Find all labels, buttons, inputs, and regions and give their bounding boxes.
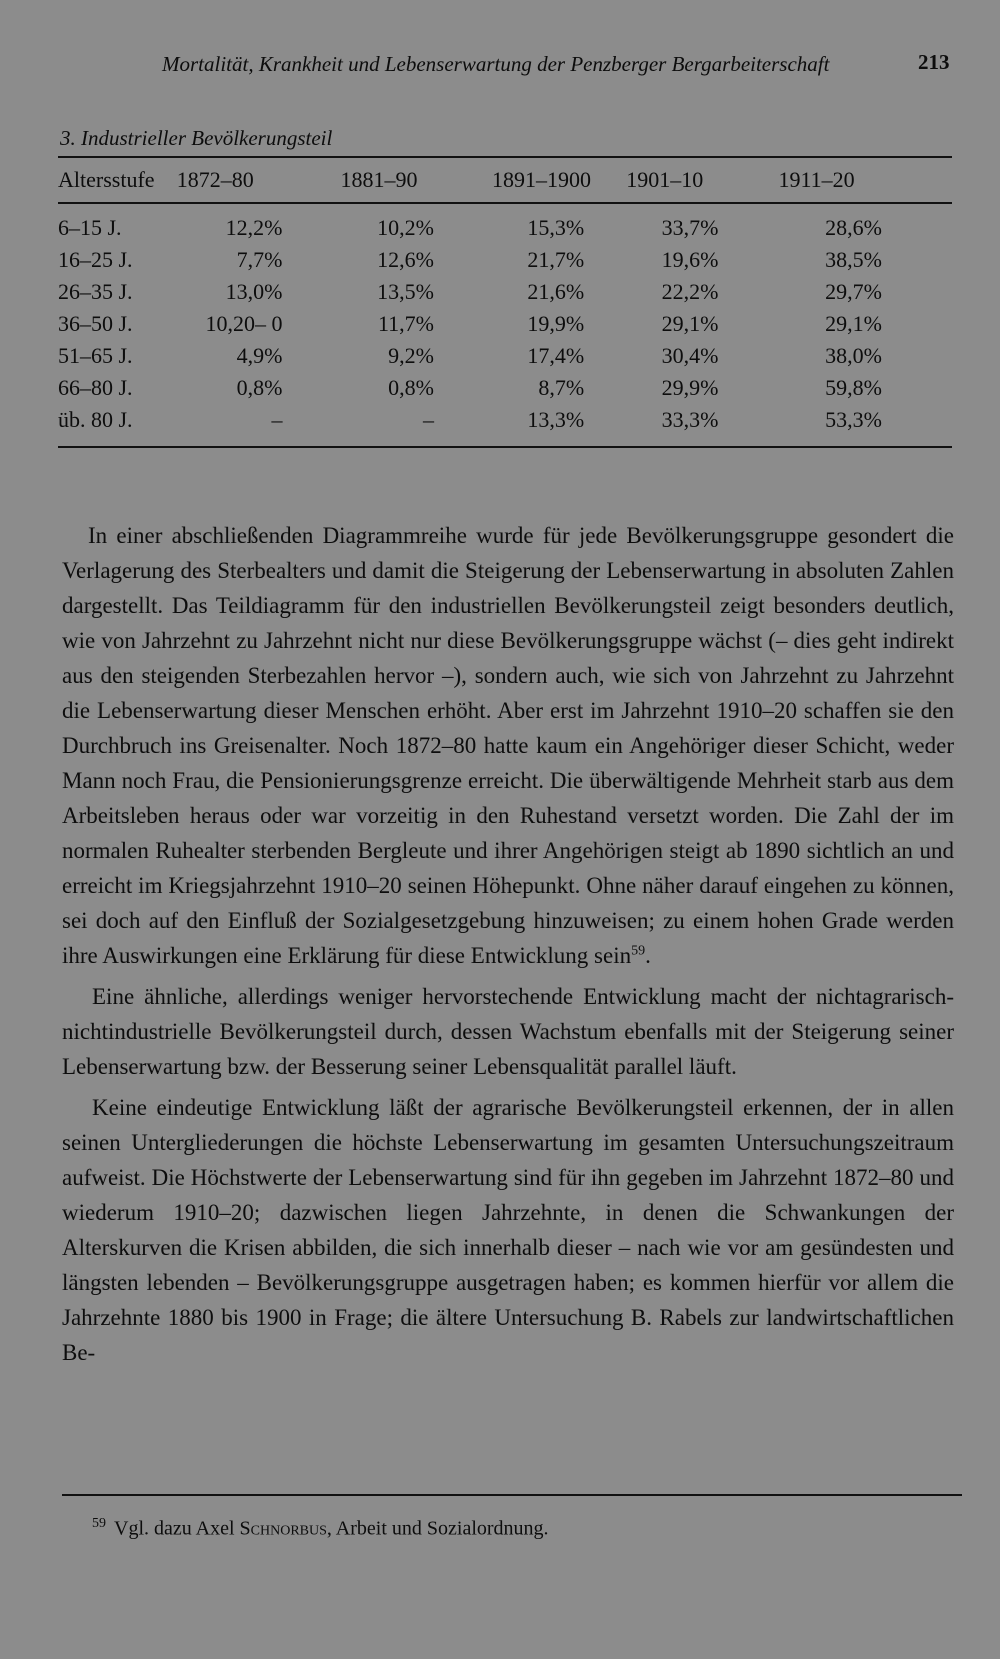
mortality-table-section [58, 126, 952, 448]
value-cell: 12,6% [377, 247, 434, 272]
value-cell: 38,5% [825, 247, 882, 272]
age-group-cell: 66–80 J. [58, 375, 133, 400]
value-cell: 30,4% [661, 343, 719, 368]
table-row [58, 203, 952, 244]
footnote-text-before: Vgl. dazu Axel [114, 1517, 240, 1540]
footnote-number: 59 [92, 1516, 106, 1531]
value-cell: 13,5% [377, 279, 434, 304]
age-group-cell: 26–35 J. [58, 279, 133, 304]
age-group-cell: 51–65 J. [58, 343, 133, 368]
running-title: Mortalität, Krankheit und Lebenserwartung der Penzberger Bergarbeiterschaft [162, 52, 830, 76]
value-cell: 11,7% [377, 311, 434, 336]
column-header: Altersstufe [58, 158, 177, 203]
value-cell: 10,2% [377, 215, 434, 240]
value-cell: 21,7% [527, 247, 585, 272]
value-cell: 33,7% [661, 215, 719, 240]
paragraph: Eine ähnliche, allerdings weniger hervorstechende Entwicklung macht der nichtagrarisch-nichtindustrielle Bevölkerungsteil durch, dessen Wachstum ebenfalls mit der Steigerung seiner Lebenserwartung bzw. der Besserung seiner Lebensqualität parallel läuft. [62, 984, 954, 1079]
value-cell: – [340, 404, 492, 447]
value-cell: 15,3% [527, 215, 585, 240]
paragraph: Keine eindeutige Entwicklung läßt der agrarische Bevölkerungsteil erkennen, der in allen seinen Untergliederungen die höchste Lebenserwartung im gesamten Untersuchungszeitraum aufweist. Die Höchstwerte der Lebenserwartung sind für ihn gegeben im Jahrzehnt 1872–80 und wiederum 1910–20; dazwischen liegen Jahrzehnte, in denen die Schwankungen der Alterskurven die Krisen abbilden, die sich innerhalb dieser – nach wie vor am gesündesten und längsten lebenden – Bevölkerungsgruppe ausgetragen haben; es kommen hierfür vor allem die Jahrzehnte 1880 bis 1900 in Frage; die ältere Untersuchung B. Rabels zur landwirtschaftlichen Be- [62, 1095, 954, 1365]
footnote-author: Schnorbus [239, 1517, 327, 1540]
footnote-rule [62, 1494, 962, 1496]
value-cell: 33,3% [626, 404, 778, 447]
value-cell: 29,7% [825, 279, 882, 304]
table-row [58, 372, 952, 404]
value-cell: 7,7% [236, 247, 283, 272]
value-cell: 29,1% [825, 311, 882, 336]
value-cell: 19,9% [527, 311, 585, 336]
value-cell: 0,8% [388, 375, 434, 400]
value-cell: 21,6% [527, 279, 585, 304]
value-cell: 29,9% [661, 375, 719, 400]
value-cell: 13,0% [225, 279, 283, 304]
value-cell: 17,4% [527, 343, 585, 368]
table-caption: 3. Industrieller Bevölkerungsteil [60, 126, 333, 150]
value-cell: 12,2% [225, 215, 283, 240]
column-header: 1901–10 [626, 158, 778, 203]
value-cell: 13,3% [492, 404, 626, 447]
value-cell: 8,7% [538, 375, 585, 400]
age-group-cell: 36–50 J. [58, 311, 133, 336]
table-row [58, 244, 952, 276]
column-header: 1911–20 [778, 158, 952, 203]
column-header: 1891–1900 [492, 158, 626, 203]
age-group-cell: 16–25 J. [58, 247, 133, 272]
footnote-text-after: , Arbeit und Sozialordnung. [326, 1517, 549, 1540]
paragraph: In einer abschließenden Diagrammreihe wurde für jede Bevölkerungsgruppe gesondert die Verlagerung des Sterbealters und damit die Steigerung der Lebenserwartung in absoluten Zahlen dargestellt. Das Teildiagramm für den industriellen Bevölkerungsteil zeigt besonders deutlich, wie von Jahrzehnt zu Jahrzehnt nicht nur diese Bevölkerungsgruppe wächst (– dies geht indirekt aus den steigenden Sterbezahlen hervor –), sondern auch, wie sich von Jahrzehnt zu Jahrzehnt die Lebenserwartung dieser Menschen erhöht. Aber erst im Jahrzehnt 1910–20 schaffen sie den Durchbruch ins Greisenalter. Noch 1872–80 hatte kaum ein Angehöriger dieser Schicht, weder Mann noch Frau, die Pensionierungsgrenze erreicht. Die überwältigende Mehrheit starb aus dem Arbeitsleben heraus oder war vorzeitig in den Ruhestand versetzt worden. Die Zahl der im normalen Ruhealter sterbenden Bergleute und ihrer Angehörigen steigt ab 1890 sichtlich an und erreicht im Kriegsjahrzehnt 1910–20 seinen Höhepunkt. Ohne näher darauf eingehen zu können, sei doch auf den Einfluß der Sozialgesetzgebung hinzuweisen; zu einem hohen Grade werden ihre Auswirkungen eine Erklärung für diese Entwicklung sein$^{59}$. [62, 523, 954, 968]
value-cell: 28,6% [825, 215, 882, 240]
footnote [92, 1516, 549, 1541]
age-group-cell: 6–15 J. [58, 215, 122, 240]
table-row [58, 276, 952, 308]
table-row [58, 340, 952, 372]
table-header-row [58, 158, 952, 203]
value-cell: 4,9% [236, 343, 283, 368]
value-cell: – [177, 404, 341, 447]
table-row [58, 404, 952, 447]
table-row [58, 308, 952, 340]
value-cell: 59,8% [825, 375, 882, 400]
mortality-table [58, 158, 952, 448]
value-cell: 10,20– 0 [205, 311, 283, 336]
page-number: 213 [918, 50, 950, 74]
value-cell: 22,2% [661, 279, 719, 304]
body-text [62, 518, 954, 1376]
paragraph-text: In einer abschließenden Diagrammreihe wurde für jede Bevölkerungsgruppe gesondert die Verlagerung des Sterbealters und damit die Steigerung der Lebenserwartung in absoluten Zahlen dargestellt. Das Teildiagramm für den industriellen Bevölkerungsteil zeigt besonders deutlich, wie von Jahrzehnt zu Jahrzehnt nicht nur diese Bevölkerungsgruppe wächst (– dies geht indirekt aus den steigenden Sterbezahlen hervor –), sondern auch, wie sich von Jahrzehnt zu Jahrzehnt die Lebenserwartung dieser Menschen erhöht. Aber erst im Jahrzehnt 1910–20 schaffen sie den Durchbruch ins Greisenalter. Noch 1872–80 hatte kaum ein Angehöriger dieser Schicht, weder Mann noch Frau, die Pensionierungsgrenze erreicht. Die überwältigende Mehrheit starb aus dem Arbeitsleben heraus oder war vorzeitig in den Ruhestand versetzt worden. Die Zahl der im normalen Ruhealter sterbenden Bergleute und ihrer Angehörigen steigt ab 1890 sichtlich an und erreicht im Kriegsjahrzehnt 1910–20 seinen Höhepunkt. Ohne näher darauf eingehen zu können, sei doch auf den Einfluß der Sozialgesetzgebung hinzuweisen; zu einem hohen Grade werden ihre Auswirkungen eine Erklärung für diese Entwicklung sein [62, 523, 954, 968]
value-cell: 0,8% [236, 375, 283, 400]
column-header: 1872–80 [177, 158, 341, 203]
value-cell: 29,1% [661, 311, 719, 336]
value-cell: 53,3% [778, 404, 952, 447]
value-cell: 19,6% [661, 247, 719, 272]
column-header: 1881–90 [340, 158, 492, 203]
footnote-reference: 59 [631, 943, 646, 959]
age-group-cell: üb. 80 J. [58, 404, 177, 447]
value-cell: 9,2% [388, 343, 434, 368]
value-cell: 38,0% [825, 343, 882, 368]
running-head [0, 42, 1000, 82]
